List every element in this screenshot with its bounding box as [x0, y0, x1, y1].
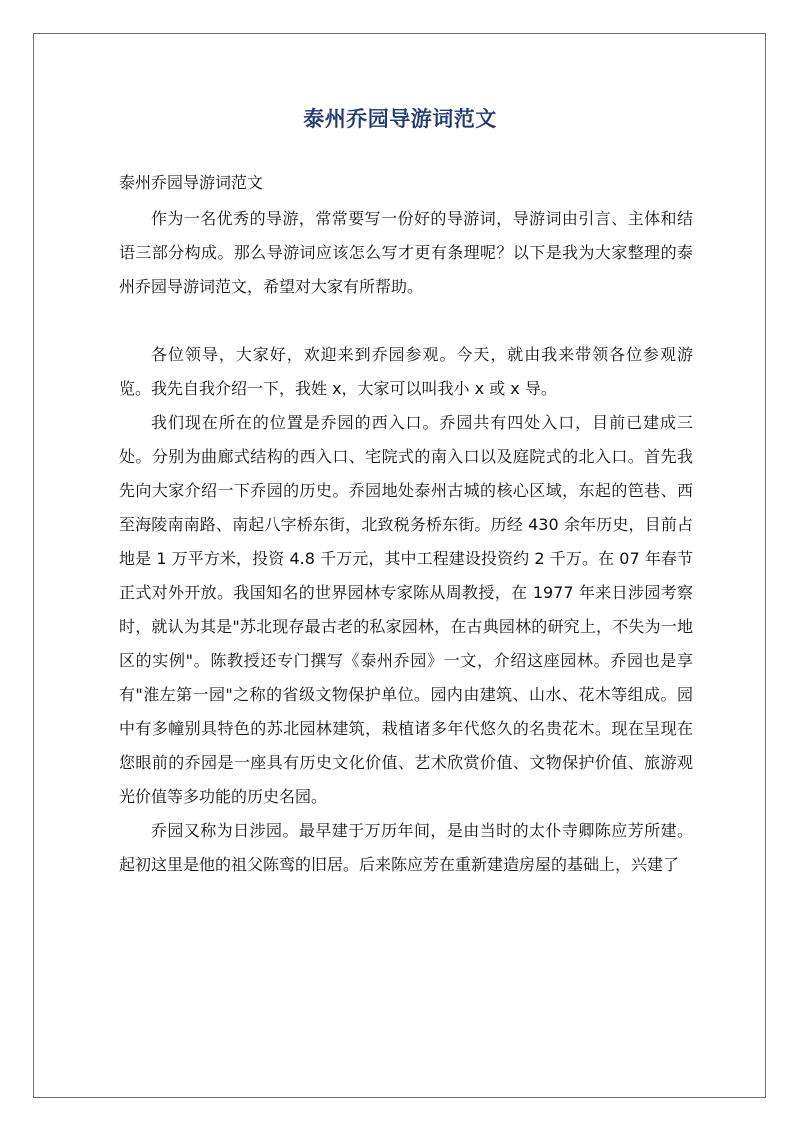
document-subtitle: 泰州乔园导游词范文 [119, 173, 264, 192]
document-title: 泰州乔园导游词范文 [303, 107, 497, 131]
intro-paragraph: 作为一名优秀的导游，常常要写一份好的导游词，导游词由引言、主体和结语三部分构成。那么导游词应该怎么写才更有条理呢？以下是我为大家整理的泰州乔园导游词范文，希望对大家有所帮助。 [119, 209, 693, 296]
history-paragraph: 我们现在所在的位置是乔园的西入口。乔园共有四处入口，目前已建成三处。分别为曲廊式结构的西入口、宅院式的南入口以及庭院式的北入口。首先我先向大家介绍一下乔园的历史。乔园地处泰州古城的核心区域，东起的笆巷、西至海陵南南路、南起八字桥东街，北致税务桥东街。历经 430 余年历史，目前占地是 1 万平方米，投资 4.8 千万元，其中工程建设投资约 2 千万。在 07 年春节正式对外开放。我国知名的世界园林专家陈从周教授，在 1977 年来日涉园考察时，就认为其是"苏北现存最古老的私家园林，在古典园林的研究上，不失为一地区的实例"。陈教授还专门撰写《泰州乔园》一文，介绍这座园林。乔园也是享有"淮左第一园"之称的省级文物保护单位。园内由建筑、山水、花木等组成。园中有多幢别具特色的苏北园林建筑，栽植诸多年代悠久的名贵花木。现在呈现在您眼前的乔园是一座具有历史文化价值、艺术欣赏价值、文物保护价值、旅游观光价值等多功能的历史名园。 [119, 413, 693, 806]
paragraph-spacer [119, 304, 693, 338]
rijieyuan-paragraph: 乔园又称为日涉园。最早建于万历年间，是由当时的太仆寺卿陈应芳所建。起初这里是他的祖父陈鸾的旧居。后来陈应芳在重新建造房屋的基础上，兴建了 [119, 821, 693, 874]
document-body [119, 166, 693, 882]
greeting-paragraph: 各位领导，大家好，欢迎来到乔园参观。今天，就由我来带领各位参观游览。我先自我介绍一下，我姓 x，大家可以叫我小 x 或 x 导。 [119, 345, 693, 398]
